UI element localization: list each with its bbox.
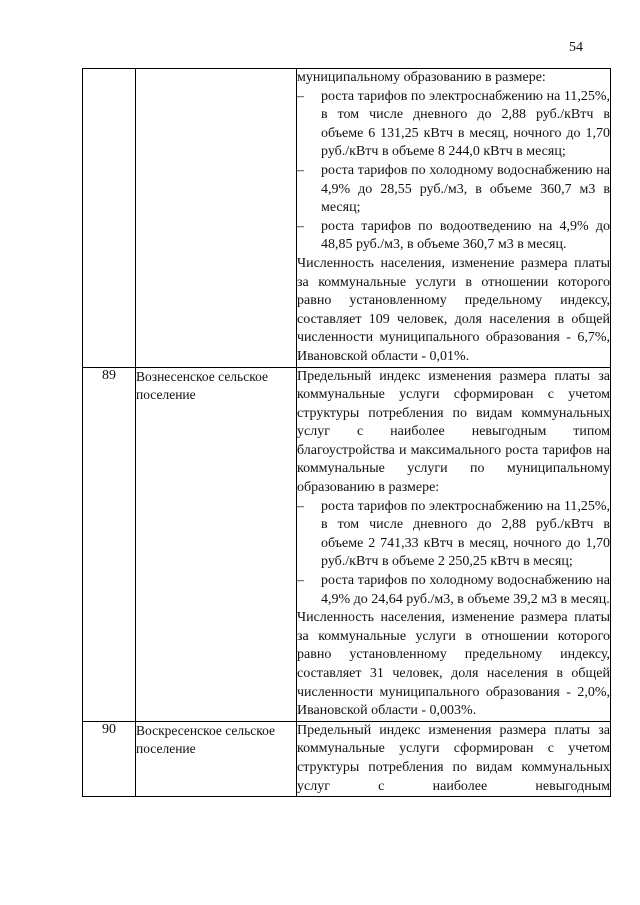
table-row xyxy=(83,367,611,721)
municipality-name: Воскресенское сельское поселение xyxy=(136,721,297,796)
row-number xyxy=(83,69,136,368)
list-item xyxy=(297,572,610,609)
table-row xyxy=(83,69,611,368)
row-number: 90 xyxy=(83,721,136,796)
page-number: 54 xyxy=(569,40,583,55)
description-cell xyxy=(297,367,611,721)
population-paragraph: Численность населения, изменение размера платы за коммунальные услуги в отношении которого равно установленному предельному индексу, составляет 109 человек, доля населения в общей численности муниципального образования - 6,7%, Ивановской области - 0,01%. xyxy=(297,255,610,364)
list-item-text: роста тарифов по электроснабжению на 11,25%, в том числе дневного до 2,88 руб./кВтч в объеме 6 131,25 кВтч в месяц, ночного до 1,70 руб./кВтч в объеме 8 244,0 кВтч в месяц; xyxy=(321,88,610,160)
list-item xyxy=(297,162,610,218)
dash-bullet: – xyxy=(297,162,304,178)
intro-paragraph: Предельный индекс изменения размера платы за коммунальные услуги сформирован с учетом структуры потребления по видам коммунальных услуг с наиболее невыгодным xyxy=(297,722,610,794)
description-cell xyxy=(297,721,611,796)
list-item-text: роста тарифов по водоотведению на 4,9% до 48,85 руб./м3, в объеме 360,7 м3 в месяц. xyxy=(321,218,610,253)
list-item xyxy=(297,218,610,255)
intro-paragraph: Предельный индекс изменения размера платы за коммунальные услуги сформирован с учетом структуры потребления по видам коммунальных услуг с наиболее невыгодным типом благоустройства и максимального роста тарифов на коммунальные услуги по муниципальному образованию в размере: xyxy=(297,368,610,496)
list-item-text: роста тарифов по холодному водоснабжению на 4,9% до 28,55 руб./м3, в объеме 360,7 м3 в месяц; xyxy=(321,162,610,216)
tariff-table xyxy=(82,68,611,797)
list-item-text: роста тарифов по электроснабжению на 11,25%, в том числе дневного до 2,88 руб./кВтч в объеме 2 741,33 кВтч в месяц, ночного до 1,70 руб./кВтч в объеме 2 250,25 кВтч в месяц; xyxy=(321,498,610,570)
description-cell xyxy=(297,69,611,368)
dash-bullet: – xyxy=(297,88,304,104)
description-continuation: муниципальному образованию в размере: xyxy=(297,70,546,85)
municipality-name xyxy=(136,69,297,368)
dash-bullet: – xyxy=(297,498,304,514)
row-number: 89 xyxy=(83,367,136,721)
list-item xyxy=(297,498,610,572)
dash-bullet: – xyxy=(297,218,304,234)
table-row xyxy=(83,721,611,796)
list-item-text: роста тарифов по холодному водоснабжению на 4,9% до 24,64 руб./м3, в объеме 39,2 м3 в месяц. xyxy=(321,573,610,607)
list-item xyxy=(297,88,610,162)
municipality-name: Вознесенское сельское поселение xyxy=(136,367,297,721)
dash-bullet: – xyxy=(297,573,304,589)
population-paragraph: Численность населения, изменение размера платы за коммунальные услуги в отношении которого равно установленному предельному индексу, составляет 31 человек, доля населения в общей численности муниципального образования - 2,0%, Ивановской области - 0,003%. xyxy=(297,610,610,719)
